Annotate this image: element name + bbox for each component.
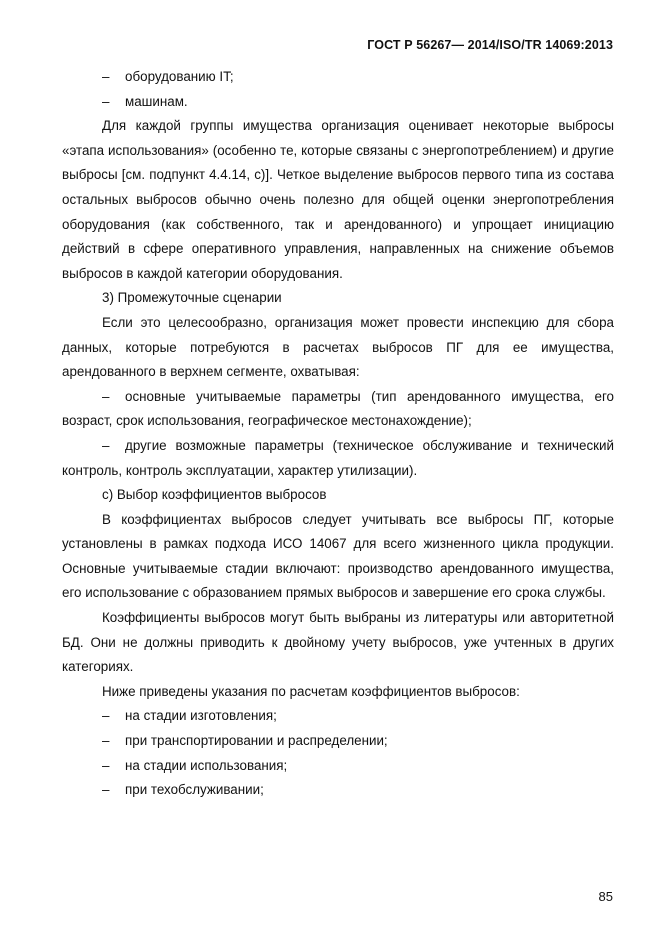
page-header: ГОСТ Р 56267— 2014/ISO/TR 14069:2013 bbox=[367, 38, 613, 52]
paragraph: Если это целесообразно, организация может провести инспекцию для сбора данных, которые потребуются в расчетах выбросов ПГ для ее имущества, арендованного в верхнем сегменте, охватывая: bbox=[62, 314, 614, 380]
paragraph: Коэффициенты выбросов могут быть выбраны из литературы или авторитетной БД. Они не должны приводить к двойному учету выбросов, уже учтенных в других категориях. bbox=[62, 610, 614, 675]
paragraph: Для каждой группы имущества организация оценивает некоторые выбросы «этапа использования» (особенно те, которые связаны с энергопотреблением) и другие выбросы [см. подпункт 4.4.14, с)]. Четкое выделение выбросов первого типа из состава остальных выбросов обычно очень полезно для общей оценки энергопотребления оборудования (как собственного, так и арендованного) и упрощает инициацию действий в сфере оперативного управления, направленных на снижение объемов выбросов в каждой категории оборудования. bbox=[62, 118, 614, 281]
paragraph: Ниже приведены указания по расчетам коэффициентов выбросов: bbox=[102, 683, 520, 699]
list-item: – оборудованию IT; bbox=[102, 69, 234, 84]
list-item: – при транспортировании и распределении; bbox=[102, 733, 388, 749]
list-item: – на стадии использования; bbox=[102, 757, 288, 773]
section-heading: 3) Промежуточные сценарии bbox=[102, 290, 282, 306]
list-item: – другие возможные параметры (техническое обслуживание и технический контроль, контроль эксплуатации, характер утилизации). bbox=[62, 437, 614, 478]
list-item: – машинам. bbox=[102, 93, 188, 109]
list-item: – на стадии изготовления; bbox=[102, 708, 277, 724]
page-number: 85 bbox=[598, 889, 613, 904]
list-item: – основные учитываемые параметры (тип арендованного имущества, его возраст, срок использования, географическое местонахождение); bbox=[62, 388, 614, 429]
list-item: – при техобслуживании; bbox=[102, 782, 264, 798]
paragraph: В коэффициентах выбросов следует учитывать все выбросы ПГ, которые установлены в рамках подхода ИСО 14067 для всего жизненного цикла продукции. Основные учитываемые стадии включают: производство арендованного имущества, его использование с образованием прямых выбросов и завершение его срока службы. bbox=[62, 511, 614, 601]
section-heading: с) Выбор коэффициентов выбросов bbox=[102, 487, 327, 503]
page-body bbox=[62, 65, 614, 803]
